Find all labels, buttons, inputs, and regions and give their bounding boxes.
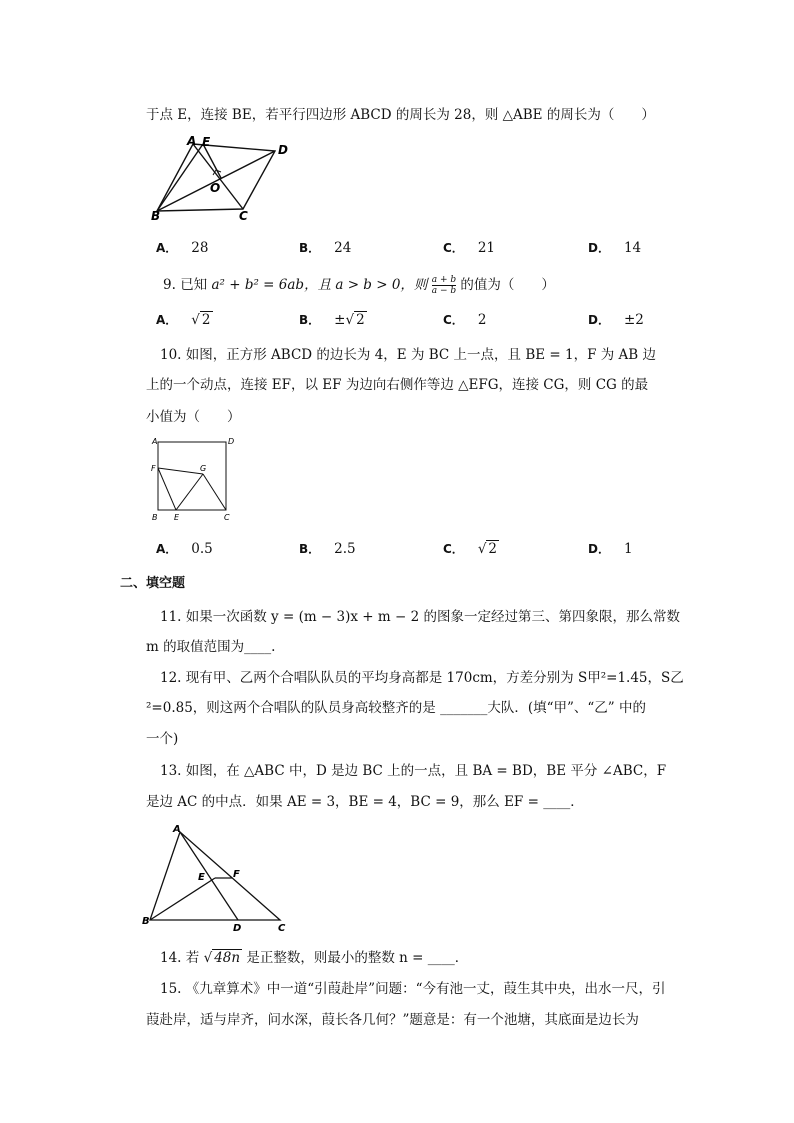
sqrt-symbol: √ 2 <box>345 312 365 328</box>
option-value: 24 <box>334 240 352 256</box>
option-letter: A． <box>156 313 178 327</box>
q12-stem-line-1: 12. 现有甲、乙两个合唱队队员的平均身高都是 170cm，方差分别为 S甲²=1.45，S乙 <box>160 670 684 686</box>
q10-square-figure <box>148 434 238 528</box>
plus-minus: ± <box>334 312 346 328</box>
q13-label-d: D <box>233 923 242 934</box>
q13-label-e: E <box>198 872 205 883</box>
q9-frac-numerator: a + b <box>431 275 457 285</box>
q12-stem-line-2: ²=0.85，则这两个合唱队的队员身高较整齐的是 _______大队．(填“甲”、“乙” 中的 <box>146 700 646 716</box>
q8-label-a: A <box>187 134 197 148</box>
option-value: 0.5 <box>191 541 213 557</box>
q9-number: 9. <box>163 277 176 293</box>
q14-number: 14. <box>160 950 182 966</box>
q10-stem-line-1: 10. 如图，正方形 ABCD 的边长为 4，E 为 BC 上一点，且 BE = 1，F 为 AB 边 <box>160 347 656 363</box>
q9-option-c[interactable] <box>443 311 486 328</box>
option-letter: D． <box>588 241 610 255</box>
option-letter: B． <box>299 313 321 327</box>
q9-prefix: 已知 <box>180 277 208 293</box>
q13-label-a: A <box>173 824 181 835</box>
sqrt-symbol: √ 2 <box>191 312 211 328</box>
q13-stem-line-2: 是边 AC 的中点．如果 AE = 3，BE = 4，BC = 9，那么 EF = ____． <box>146 794 584 810</box>
q11-stem-line-2: m 的取值范围为____. <box>146 639 276 655</box>
option-value: 1 <box>623 541 633 557</box>
option-value: 2.5 <box>334 541 356 557</box>
option-letter: C． <box>443 313 464 327</box>
q10-label-d: D <box>228 437 235 446</box>
q14-prefix: 若 <box>185 950 200 966</box>
q8-option-d[interactable] <box>588 239 641 256</box>
q10-stem-line-3: 小值为（ ） <box>146 409 241 425</box>
q8-label-o: O <box>210 181 221 195</box>
q10-label-g: G <box>200 464 207 473</box>
q8-label-e: E <box>202 135 211 149</box>
q14-suffix: 是正整数，则最小的整数 n = ____． <box>246 950 469 966</box>
q9-stem-line <box>163 273 555 296</box>
q10-option-c[interactable] <box>443 540 499 557</box>
q13-label-c: C <box>278 923 286 934</box>
option-letter: B． <box>299 241 321 255</box>
option-letter: A． <box>156 542 178 556</box>
option-value: 21 <box>477 240 495 256</box>
option-letter: A． <box>156 241 178 255</box>
q8-option-b[interactable] <box>299 239 351 256</box>
q8-option-c[interactable] <box>443 239 495 256</box>
q9-option-b[interactable] <box>299 311 367 328</box>
q8-label-d: D <box>278 143 288 157</box>
q10-label-f: F <box>151 464 156 473</box>
q15-stem-line-1: 15. 《九章算术》中一道“引葭赴岸”问题：“今有池一丈，葭生其中央，出水一尺，引 <box>160 981 666 997</box>
option-letter: C． <box>443 241 464 255</box>
option-value: 2 <box>201 312 211 328</box>
q10-option-d[interactable] <box>588 540 633 557</box>
q9-condition: a² + b² = 6ab，且 a > b > 0，则 <box>211 277 428 293</box>
option-letter: D． <box>588 313 610 327</box>
q8-stem-line: 于点 E，连接 BE，若平行四边形 ABCD 的周长为 28，则 △ABE 的周长为（ ） <box>146 107 655 123</box>
q13-stem-line-1: 13. 如图，在 △ABC 中，D 是边 BC 上的一点，且 BA = BD，BE 平分 ∠ABC，F <box>160 763 667 779</box>
option-value: 14 <box>623 240 642 256</box>
q9-fraction <box>432 275 456 296</box>
q10-stem-line-2: 上的一个动点，连接 EF，以 EF 为边向右侧作等边 △EFG，连接 CG，则 CG 的最 <box>146 377 649 393</box>
sqrt-symbol: √ 2 <box>477 541 498 557</box>
q8-label-b: B <box>151 209 161 223</box>
q8-figure-svg <box>145 132 295 224</box>
q10-label-e: E <box>174 513 180 522</box>
option-value: 2 <box>356 312 365 328</box>
section-title-fill-in: 二、填空题 <box>120 576 186 591</box>
q10-label-b: B <box>152 513 158 522</box>
q10-figure-svg <box>148 434 238 524</box>
option-letter: C． <box>443 542 464 556</box>
option-letter: D． <box>588 542 610 556</box>
q13-label-b: B <box>142 916 150 927</box>
q10-label-a: A <box>152 437 158 446</box>
option-value: ±2 <box>623 312 644 328</box>
q8-option-a[interactable] <box>156 239 208 256</box>
q14-radicand: 48n <box>214 950 241 966</box>
q11-stem-line-1: 11. 如果一次函数 y = (m − 3)x + m − 2 的图象一定经过第三、第四象限，那么常数 <box>160 609 680 625</box>
q9-frac-denominator: a − b <box>431 286 457 296</box>
q10-option-b[interactable] <box>299 540 356 557</box>
q12-stem-line-3: 一个) <box>146 731 179 747</box>
q9-suffix: 的值为（ ） <box>460 277 555 293</box>
option-value: 28 <box>191 240 209 256</box>
q13-triangle-figure <box>140 820 300 939</box>
sqrt-symbol: √ 48n <box>203 950 241 966</box>
q8-label-c: C <box>239 209 248 223</box>
q10-option-a[interactable] <box>156 540 213 557</box>
option-value: 2 <box>477 312 487 328</box>
q14-stem-line <box>160 946 468 966</box>
q9-option-d[interactable] <box>588 311 644 328</box>
q10-label-c: C <box>224 513 230 522</box>
option-letter: B． <box>299 542 321 556</box>
q9-option-a[interactable] <box>156 311 213 328</box>
q13-label-f: F <box>233 869 240 880</box>
q13-figure-svg <box>140 820 300 935</box>
q15-stem-line-2: 葭赴岸，适与岸齐，问水深，葭长各几何？”题意是：有一个池塘，其底面是边长为 <box>146 1012 639 1028</box>
q8-parallelogram-figure <box>145 132 295 228</box>
option-value: 2 <box>488 541 498 557</box>
